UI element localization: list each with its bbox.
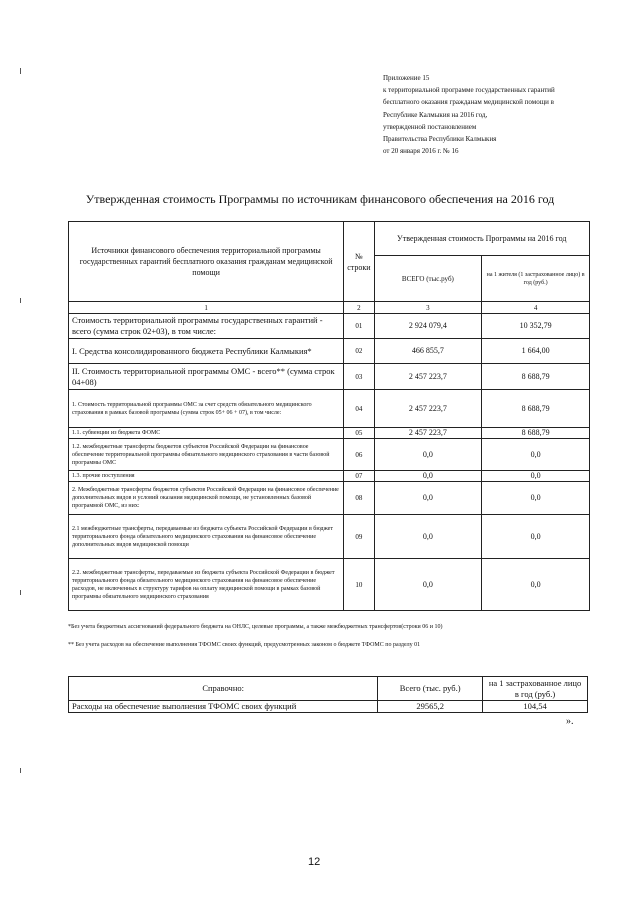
document-title: Утвержденная стоимость Программы по источникам финансового обеспечения на 2016 год: [85, 192, 555, 206]
reference-table: [68, 676, 588, 713]
row-per-person: 8 688,79: [482, 428, 590, 439]
row-label: 1.3. прочие поступления: [69, 471, 344, 482]
reference-row-per: 104,54: [483, 701, 588, 713]
row-per-person: 1 664,00: [482, 339, 590, 364]
approval-line: Республике Калмыкия на 2016 год,: [383, 110, 488, 119]
cost-table: [68, 221, 590, 611]
row-total: 0,0: [374, 471, 482, 482]
row-per-person: 0,0: [482, 559, 590, 611]
row-total: 0,0: [374, 439, 482, 471]
row-label: I. Средства консолидированного бюджета Республики Калмыкия*: [69, 339, 344, 364]
footnote-1: *Без учета бюджетных ассигнований федерального бюджета на ОНЛС, целевые программы, а также межбюджетных трансфертов(строки 06 и 10): [68, 624, 443, 630]
row-code: 02: [344, 339, 374, 364]
row-code: 07: [344, 471, 374, 482]
table-row: [69, 515, 590, 559]
row-total: 0,0: [374, 482, 482, 515]
table-row: [69, 314, 590, 339]
approval-line: Правительства Республики Калмыкия: [383, 135, 497, 144]
page-number: 12: [308, 856, 321, 868]
row-total: 0,0: [374, 559, 482, 611]
row-total: 2 457 223,7: [374, 428, 482, 439]
column-number: 3: [374, 302, 482, 314]
header-source: Источники финансового обеспечения территориальной программы государственных гарантий бесплатного оказания гражданам медицинской помощи: [69, 222, 344, 302]
row-total: 2 457 223,7: [374, 390, 482, 428]
approval-line: бесплатного оказания гражданам медицинской помощи в: [383, 98, 554, 107]
row-total: 2 924 079,4: [374, 314, 482, 339]
reference-header-total: Всего (тыс. руб.): [378, 677, 483, 701]
table-row: [69, 559, 590, 611]
row-code: 10: [344, 559, 374, 611]
row-per-person: 8 688,79: [482, 390, 590, 428]
approval-block: [383, 72, 613, 157]
approval-line: Приложение 15: [383, 74, 430, 82]
footnote-2: ** Без учета расходов на обеспечение выполнения ТФОМС своих функций, предусмотренных законом о бюджете ТФОМС по разделу 01: [68, 642, 421, 648]
table-row: [69, 390, 590, 428]
approval-line: утвержденной постановлением: [383, 122, 477, 131]
approval-line: от 20 января 2016 г. № 16: [383, 147, 459, 156]
row-label: 1. Стоимость территориальной программы ОМС за счет средств обязательного медицинского страхования в рамках базовой программы (сумма строк 05+ 06 + 07), в том числе:: [69, 390, 344, 428]
row-label: Стоимость территориальной программы государственных гарантий - всего (сумма строк 02+03), в том числе:: [69, 314, 344, 339]
header-per-person: на 1 жителя (1 застрахованное лицо) в год (руб.): [482, 256, 590, 302]
table-row: [69, 364, 590, 390]
row-total: 2 457 223,7: [374, 364, 482, 390]
scan-mark: [20, 298, 21, 303]
approval-line: к территориальной программе государственных гарантий: [383, 86, 555, 95]
row-code: 01: [344, 314, 374, 339]
row-label: 1.1. субвенции из бюджета ФОМС: [69, 428, 344, 439]
table-row: [69, 439, 590, 471]
row-code: 06: [344, 439, 374, 471]
header-cost: Утвержденная стоимость Программы на 2016 год: [374, 222, 589, 256]
row-label: 2. Межбюджетные трансферты бюджетов субъектов Российской Федерации на финансовое обеспечение дополнительных видов и условий оказания медицинской помощи, не установленных базовой программой ОМС, из них:: [69, 482, 344, 515]
row-label: 2.1 межбюджетные трансферты, передаваемые из бюджета субъекта Российской Федерации в бюджет территориального фонда обязательного медицинского страхования на финансовое обеспечение дополнительных видов медицинской помощи: [69, 515, 344, 559]
row-code: 05: [344, 428, 374, 439]
row-code: 03: [344, 364, 374, 390]
row-per-person: 0,0: [482, 482, 590, 515]
row-code: 09: [344, 515, 374, 559]
row-total: 0,0: [374, 515, 482, 559]
header-total: ВСЕГО (тыс.руб): [374, 256, 482, 302]
row-per-person: 0,0: [482, 515, 590, 559]
table-row: [69, 482, 590, 515]
scan-mark: [20, 590, 21, 595]
scan-mark: [20, 768, 21, 773]
row-label: II. Стоимость территориальной программы ОМС - всего** (сумма строк 04+08): [69, 364, 344, 390]
row-per-person: 10 352,79: [482, 314, 590, 339]
scan-mark: [20, 68, 21, 74]
reference-header-label: Справочно:: [69, 677, 378, 701]
reference-row-label: Расходы на обеспечение выполнения ТФОМС своих функций: [69, 701, 378, 713]
row-total: 466 855,7: [374, 339, 482, 364]
column-number: 2: [344, 302, 374, 314]
row-per-person: 0,0: [482, 471, 590, 482]
row-per-person: 8 688,79: [482, 364, 590, 390]
table-row: [69, 339, 590, 364]
row-code: 04: [344, 390, 374, 428]
reference-header-per: на 1 застрахованное лицо в год (руб.): [483, 677, 588, 701]
header-row-no: № строки: [344, 222, 374, 302]
row-label: 1.2. межбюджетные трансферты бюджетов субъектов Российской Федерации на финансовое обеспечение территориальной программы обязательного медицинского страхования в части базовой программы ОМС: [69, 439, 344, 471]
closing-quote: ».: [566, 716, 574, 727]
column-number: 1: [69, 302, 344, 314]
row-per-person: 0,0: [482, 439, 590, 471]
row-code: 08: [344, 482, 374, 515]
table-row: [69, 471, 590, 482]
column-number: 4: [482, 302, 590, 314]
row-label: 2.2. межбюджетные трансферты, передаваемые из бюджета субъекта Российской Федерации в бюджет территориального фонда обязательного медицинского страхования на финансовое обеспечение расходов, не включенных в структуру тарифов на оплату медицинской помощи в рамках базовой программы обязательного медицинского страхования: [69, 559, 344, 611]
table-row: [69, 428, 590, 439]
reference-row-total: 29565,2: [378, 701, 483, 713]
table-row: [69, 701, 588, 713]
